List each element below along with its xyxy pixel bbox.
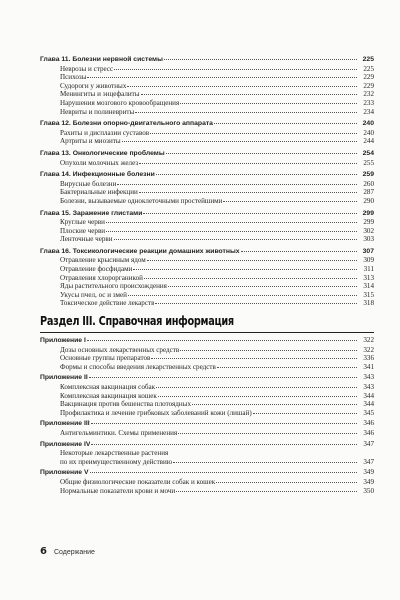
chapter-11 <box>40 56 374 116</box>
item-title: Ленточные черви <box>60 235 113 244</box>
item-page-number: 311 <box>363 265 374 274</box>
dot-leader <box>128 295 357 296</box>
item-page-number: 350 <box>363 486 374 495</box>
item-title: Общие физиологические показатели собак и кошек <box>60 477 216 486</box>
toc-item-row[interactable] <box>40 291 374 300</box>
item-page-number: 345 <box>363 408 374 417</box>
item-page-number: 287 <box>363 188 374 197</box>
item-title: Дозы основных лекарственных средств <box>60 345 180 354</box>
item-title: Антигельминтики. Схемы применения <box>60 428 178 437</box>
appendix-page-number: 347 <box>363 439 374 448</box>
appendix-title: Приложение IV <box>40 440 91 448</box>
toc-chapter-row[interactable] <box>40 150 374 159</box>
toc-item-row[interactable] <box>40 227 374 236</box>
item-title: Психозы <box>60 73 87 82</box>
chapter-15 <box>40 210 374 244</box>
dot-leader <box>150 133 357 134</box>
dot-leader <box>144 278 357 279</box>
toc-item-row[interactable] <box>40 65 374 74</box>
toc-item-row[interactable] <box>40 137 374 146</box>
toc-item-row[interactable] <box>40 82 374 91</box>
toc-item-row[interactable] <box>40 274 374 283</box>
toc-item-row[interactable] <box>40 197 374 206</box>
toc-item-row[interactable] <box>40 159 374 168</box>
item-title: Яды растительного происхождения <box>60 282 167 291</box>
toc-item-row[interactable] <box>40 383 374 392</box>
dot-leader <box>127 86 357 87</box>
item-title: Токсическое действие лекарств <box>60 299 155 308</box>
table-of-contents <box>40 56 374 497</box>
footer-running-title: Содержание <box>53 549 95 556</box>
chapter-13 <box>40 150 374 167</box>
appendix-1 <box>40 336 374 371</box>
dot-leader <box>173 462 357 463</box>
dot-leader <box>106 222 357 223</box>
item-title: Артриты и миозиты <box>60 137 121 146</box>
item-page-number: 343 <box>363 383 374 391</box>
dot-leader <box>89 377 357 378</box>
item-page-number: 229 <box>363 73 374 82</box>
dot-leader <box>164 59 357 60</box>
item-title: Плоские черви <box>60 226 106 235</box>
item-title: Комплексная вакцинация кошек <box>60 391 157 400</box>
toc-appendix-row[interactable] <box>40 468 374 478</box>
dot-leader <box>117 184 357 185</box>
chapter-page-number: 259 <box>362 171 374 179</box>
toc-item-row[interactable] <box>40 478 374 487</box>
chapter-title: Глава 11. Болезни нервной системы <box>40 56 163 63</box>
item-page-number: 233 <box>363 98 374 107</box>
item-title: Опухоли молочных желез <box>60 158 139 167</box>
dot-leader <box>223 201 357 202</box>
toc-item-row[interactable] <box>40 265 374 274</box>
toc-item-row[interactable] <box>40 218 374 227</box>
toc-chapter-row[interactable] <box>40 120 374 129</box>
appendix-title: Приложение I <box>40 337 86 345</box>
item-page-number: 347 <box>363 457 374 466</box>
item-title: Отравление крысиным ядом <box>60 256 146 265</box>
toc-item-row[interactable] <box>40 129 374 138</box>
item-page-number: 336 <box>363 354 374 363</box>
toc-item-row[interactable] <box>40 99 374 108</box>
chapter-title: Глава 16. Токсикологические реакции домашних животных <box>40 247 240 255</box>
chapter-title: Глава 15. Заражение глистами <box>40 209 143 217</box>
appendix-page-number: 349 <box>363 468 374 477</box>
item-title: Формы и способы введения лекарственных средств <box>60 362 216 371</box>
item-title: Комплексная вакцинация собак <box>60 383 156 391</box>
chapter-page-number: 225 <box>362 56 374 63</box>
footer-page-number: 6 <box>40 546 47 557</box>
page-footer <box>40 546 95 557</box>
item-page-number: 260 <box>363 179 374 188</box>
item-title: Вирусные болезни <box>60 179 117 188</box>
dot-leader <box>155 303 357 304</box>
dot-leader <box>241 251 357 252</box>
dot-leader <box>166 153 357 154</box>
item-title: Профилактика и лечение грибковых заболеваний кожи (лишай) <box>60 408 252 417</box>
dot-leader <box>87 77 357 78</box>
dot-leader <box>180 350 357 351</box>
chapter-12 <box>40 120 374 146</box>
toc-item-row[interactable] <box>40 487 374 496</box>
item-title: Нарушения мозгового кровообращения <box>60 98 180 107</box>
item-title: Менингиты и энцефалиты <box>60 90 140 99</box>
dot-leader <box>139 163 357 164</box>
dot-leader <box>168 286 357 287</box>
dot-leader <box>122 141 357 142</box>
section-divider <box>40 332 374 333</box>
item-title: Болезни, вызываемые одноклеточными простейшими <box>60 196 223 205</box>
toc-item-row[interactable] <box>40 449 374 458</box>
item-page-number: 290 <box>363 196 374 205</box>
dot-leader <box>139 192 357 193</box>
dot-leader <box>192 404 357 405</box>
item-page-number: 341 <box>363 362 374 371</box>
item-page-number: 232 <box>363 90 374 99</box>
dot-leader <box>91 423 357 424</box>
dot-leader <box>90 472 357 473</box>
chapter-16 <box>40 248 374 308</box>
dot-leader <box>180 103 357 104</box>
item-page-number: 318 <box>363 299 374 308</box>
toc-item-row[interactable] <box>40 458 374 467</box>
item-title: Вакцинация против бешенства плотоядных <box>60 400 191 409</box>
toc-item-row[interactable] <box>40 180 374 189</box>
item-page-number: 314 <box>363 282 374 291</box>
toc-item-row[interactable] <box>40 363 374 372</box>
toc-chapter-row[interactable] <box>40 210 374 219</box>
dot-leader <box>216 482 357 483</box>
item-page-number: 229 <box>363 81 374 90</box>
chapter-page-number: 307 <box>362 247 374 255</box>
item-page-number: 244 <box>363 137 374 146</box>
item-title: по их преимущественному действию <box>60 457 173 466</box>
appendix-title: Приложение III <box>40 420 90 428</box>
appendix-page-number: 343 <box>363 373 374 382</box>
toc-item-row[interactable] <box>40 188 374 197</box>
toc-item-row[interactable] <box>40 409 374 418</box>
item-title: Некоторые лекарственные растения <box>60 449 169 458</box>
chapter-page-number: 240 <box>362 120 374 128</box>
section-heading <box>40 313 374 328</box>
item-title: Нормальные показатели крови и мочи <box>60 486 176 495</box>
item-page-number: 240 <box>363 128 374 137</box>
dot-leader <box>106 231 357 232</box>
item-title: Невриты и полиневриты <box>60 107 135 116</box>
toc-appendix-row[interactable] <box>40 373 374 383</box>
toc-chapter-row[interactable] <box>40 248 374 257</box>
dot-leader <box>151 358 357 359</box>
item-title: Бактериальные инфекции <box>60 188 138 197</box>
section-title: Раздел III. Справочная информация <box>40 313 234 329</box>
item-page-number: 302 <box>363 226 374 235</box>
item-title: Основные группы препаратов <box>60 354 151 363</box>
item-page-number: 344 <box>363 400 374 409</box>
appendix-4 <box>40 440 374 467</box>
toc-item-row[interactable] <box>40 354 374 363</box>
dot-leader <box>143 213 357 214</box>
item-title: Судороги у животных <box>60 81 127 90</box>
dot-leader <box>114 239 357 240</box>
item-title: Рахиты и дисплазии суставов <box>60 128 150 137</box>
dot-leader <box>135 112 357 113</box>
toc-item-row[interactable] <box>40 400 374 409</box>
chapter-page-number: 299 <box>362 209 374 217</box>
toc-item-row[interactable] <box>40 282 374 291</box>
dot-leader <box>156 174 357 175</box>
dot-leader <box>178 433 357 434</box>
item-page-number: 349 <box>363 477 374 486</box>
toc-item-row[interactable] <box>40 299 374 308</box>
dot-leader <box>114 69 357 70</box>
appendix-title: Приложение V <box>40 469 89 477</box>
dot-leader <box>217 367 357 368</box>
appendix-page-number: 346 <box>363 419 374 428</box>
appendix-3 <box>40 419 374 437</box>
chapter-page-number: 254 <box>362 149 374 157</box>
appendix-5 <box>40 468 374 495</box>
toc-item-row[interactable] <box>40 235 374 244</box>
toc-item-row[interactable] <box>40 392 374 401</box>
item-title: Круглые черви <box>60 218 105 227</box>
chapter-title: Глава 13. Онкологические проблемы <box>40 149 165 157</box>
item-page-number: 225 <box>363 64 374 73</box>
toc-item-row[interactable] <box>40 108 374 117</box>
chapter-title: Глава 12. Болезни опорно-двигательного аппарата <box>40 120 213 128</box>
item-page-number: 255 <box>363 158 374 167</box>
appendix-title: Приложение II <box>40 374 88 382</box>
toc-item-row[interactable] <box>40 346 374 355</box>
item-page-number: 234 <box>363 107 374 116</box>
item-page-number: 303 <box>363 235 374 244</box>
dot-leader <box>158 396 357 397</box>
toc-item-row[interactable] <box>40 73 374 82</box>
toc-chapter-row[interactable] <box>40 171 374 180</box>
item-title: Отравления хлорорганикой <box>60 273 143 282</box>
dot-leader <box>141 94 357 95</box>
toc-item-row[interactable] <box>40 256 374 265</box>
dot-leader <box>214 123 357 124</box>
item-title: Неврозы и стресс <box>60 64 114 73</box>
item-page-number: 346 <box>363 428 374 437</box>
dot-leader <box>176 491 357 492</box>
appendix-page-number: 322 <box>363 336 374 345</box>
item-page-number: 299 <box>363 218 374 227</box>
item-title: Укусы пчел, ос и змей <box>60 290 127 299</box>
appendix-2 <box>40 373 374 417</box>
item-page-number: 322 <box>363 345 374 354</box>
item-page-number: 344 <box>363 391 374 400</box>
item-page-number: 315 <box>363 290 374 299</box>
toc-appendix-row[interactable] <box>40 336 374 346</box>
dot-leader <box>133 269 357 270</box>
toc-appendix-row[interactable] <box>40 419 374 429</box>
chapter-14 <box>40 171 374 205</box>
dot-leader <box>91 444 357 445</box>
item-title: Отравление фосфидами <box>60 265 133 274</box>
dot-leader <box>147 260 357 261</box>
toc-item-row[interactable] <box>40 90 374 99</box>
toc-appendix-row[interactable] <box>40 440 374 450</box>
item-page-number: 309 <box>363 256 374 265</box>
chapter-title: Глава 14. Инфекционные болезни <box>40 171 155 179</box>
toc-item-row[interactable] <box>40 429 374 438</box>
dot-leader <box>156 387 357 388</box>
item-page-number: 313 <box>363 273 374 282</box>
dot-leader <box>87 340 357 341</box>
toc-chapter-row[interactable] <box>40 56 374 65</box>
dot-leader <box>253 413 357 414</box>
